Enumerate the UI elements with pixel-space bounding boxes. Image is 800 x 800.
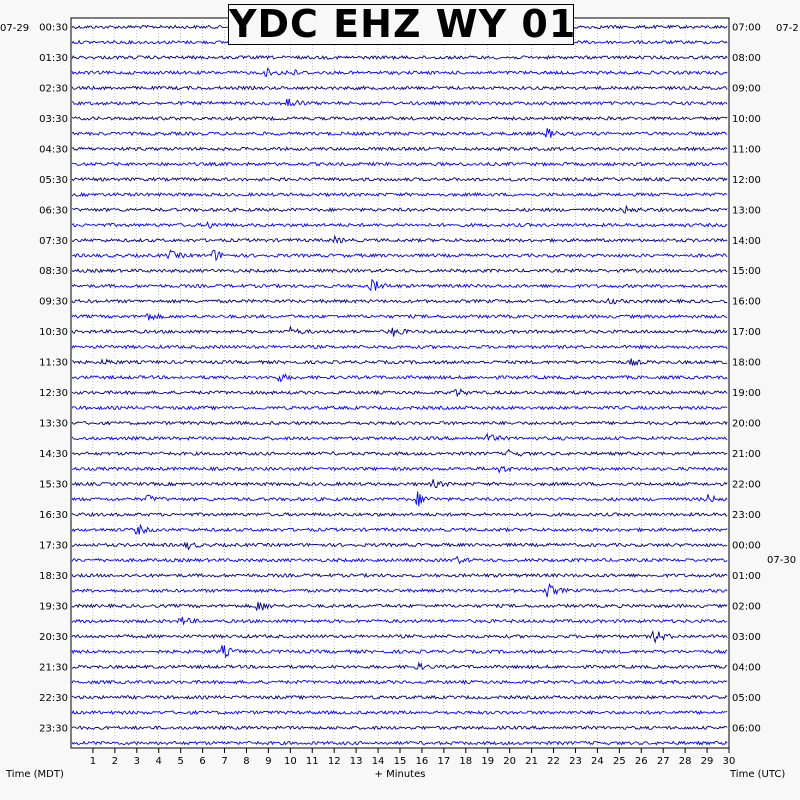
right-time-label: 20:00 — [732, 418, 761, 430]
right-time-label: 05:00 — [732, 692, 761, 704]
x-tick-label: 1 — [89, 756, 97, 767]
x-tick-label: 4 — [155, 756, 162, 767]
x-tick-label: 17 — [437, 756, 451, 767]
left-time-label: 11:30 — [39, 357, 68, 369]
left-time-label: 13:30 — [39, 418, 68, 430]
x-tick-label: 10 — [283, 756, 297, 767]
right-time-label: 19:00 — [732, 388, 761, 400]
x-tick-label: 30 — [722, 756, 736, 767]
x-tick-label: 18 — [459, 756, 473, 767]
right-time-label: 21:00 — [732, 449, 761, 461]
right-time-label: 11:00 — [732, 144, 761, 156]
left-time-label: 08:30 — [39, 266, 68, 278]
x-tick-label: 13 — [349, 756, 363, 767]
x-tick-label: 11 — [305, 756, 319, 767]
right-date-change-label: 07-30 — [767, 555, 797, 566]
x-tick-label: 3 — [133, 756, 140, 767]
left-time-label: 21:30 — [39, 662, 68, 674]
left-time-label: 20:30 — [39, 631, 68, 643]
right-date-label-top: 07-2 — [776, 23, 799, 34]
left-date-label: 07-29 — [0, 23, 30, 34]
x-tick-label: 5 — [177, 756, 184, 767]
right-time-label: 17:00 — [732, 327, 761, 339]
x-tick-label: 27 — [656, 756, 670, 767]
x-tick-label: 20 — [503, 756, 517, 767]
x-tick-label: 23 — [569, 756, 582, 767]
x-tick-label: 9 — [265, 756, 272, 767]
left-time-ticks — [39, 23, 68, 735]
left-time-label: 09:30 — [39, 296, 68, 308]
chart-title-box — [228, 2, 577, 46]
left-time-label: 17:30 — [39, 540, 68, 552]
left-time-label: 01:30 — [39, 52, 68, 64]
right-time-label: 02:00 — [732, 601, 761, 613]
right-time-label: 16:00 — [732, 296, 761, 308]
x-tick-label: 24 — [591, 756, 604, 767]
left-time-label: 12:30 — [39, 388, 68, 400]
right-time-label: 15:00 — [732, 266, 761, 278]
chart-title: YDC EHZ WY 01 — [229, 2, 577, 46]
right-time-label: 04:00 — [732, 662, 761, 674]
left-time-label: 02:30 — [39, 83, 68, 95]
x-tick-label: 2 — [111, 756, 119, 767]
left-time-label: 22:30 — [39, 692, 68, 704]
right-time-label: 10:00 — [732, 113, 761, 125]
x-axis-label: + Minutes — [374, 769, 426, 780]
right-time-label: 09:00 — [732, 83, 761, 95]
left-axis-label: Time (MDT) — [6, 769, 64, 780]
left-time-label: 18:30 — [39, 570, 68, 582]
right-time-label: 03:00 — [732, 631, 761, 643]
left-time-label: 19:30 — [39, 601, 68, 613]
left-time-label: 05:30 — [39, 174, 68, 186]
x-tick-label: 8 — [243, 756, 250, 767]
left-time-label: 10:30 — [39, 327, 68, 339]
right-time-ticks — [732, 23, 761, 735]
x-tick-label: 29 — [700, 756, 714, 767]
x-tick-label: 6 — [199, 756, 206, 767]
x-tick-label: 14 — [371, 756, 385, 767]
right-time-label: 12:00 — [732, 174, 761, 186]
right-time-label: 06:00 — [732, 723, 761, 735]
x-tick-label: 28 — [678, 756, 692, 767]
right-time-label: 07:00 — [732, 22, 761, 34]
right-time-label: 23:00 — [732, 509, 761, 521]
x-tick-label: 7 — [221, 756, 228, 767]
right-time-label: 08:00 — [732, 52, 761, 64]
left-time-label: 07:30 — [39, 235, 68, 247]
left-time-label: 15:30 — [39, 479, 68, 491]
right-time-label: 01:00 — [732, 570, 761, 582]
x-axis-ticks — [90, 748, 736, 767]
plot-area — [71, 18, 729, 748]
x-tick-label: 22 — [547, 756, 560, 767]
left-time-label: 16:30 — [39, 509, 68, 521]
left-time-label: 23:30 — [39, 723, 68, 735]
left-time-label: 04:30 — [39, 144, 68, 156]
right-time-label: 00:00 — [732, 540, 761, 552]
right-time-label: 13:00 — [732, 205, 761, 217]
x-tick-label: 26 — [634, 756, 648, 767]
right-axis-label: Time (UTC) — [730, 769, 786, 780]
x-tick-label: 16 — [415, 756, 429, 767]
left-time-label: 03:30 — [39, 113, 68, 125]
right-time-label: 18:00 — [732, 357, 761, 369]
left-time-label: 00:30 — [39, 22, 68, 34]
right-time-label: 14:00 — [732, 235, 761, 247]
x-tick-label: 15 — [393, 756, 407, 767]
x-tick-label: 21 — [525, 756, 538, 767]
right-time-label: 22:00 — [732, 479, 761, 491]
left-time-label: 06:30 — [39, 205, 68, 217]
x-tick-label: 25 — [612, 756, 626, 767]
x-tick-label: 19 — [481, 756, 495, 767]
x-tick-label: 12 — [327, 756, 341, 767]
left-time-label: 14:30 — [39, 449, 68, 461]
